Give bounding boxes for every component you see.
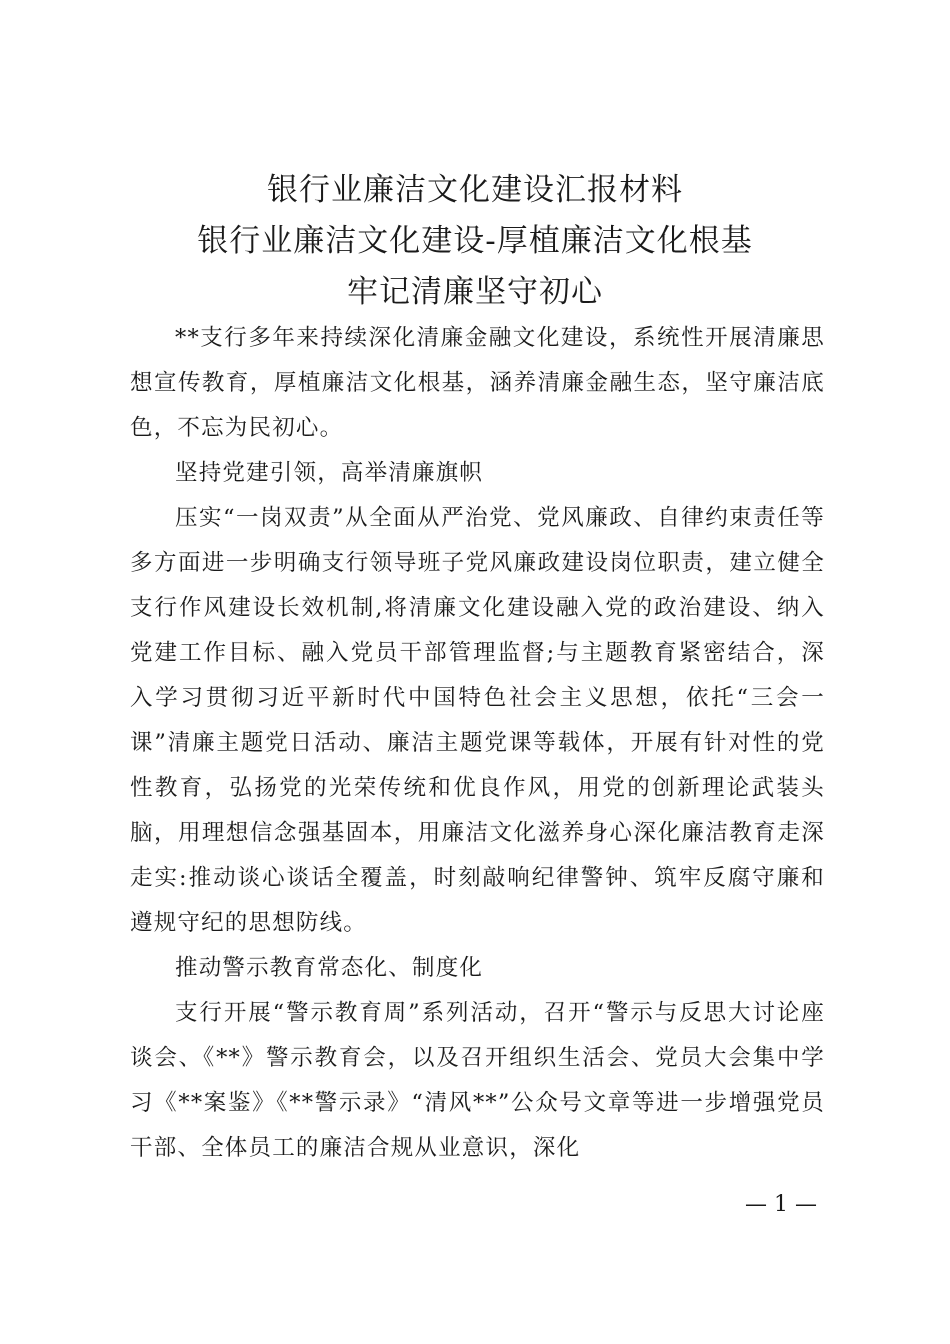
intro-paragraph: **支行多年来持续深化清廉金融文化建设，系统性开展清廉思想宣传教育，厚植廉洁文化根基，涵养清廉金融生态，坚守廉洁底色，不忘为民初心。 <box>130 325 825 441</box>
body-paragraph-responsibility: 压实“一岗双责”从全面从严治党、党风廉政、自律约束责任等多方面进一步明确支行领导班子党风廉政建设岗位职责，建立健全支行作风建设长效机制,将清廉文化建设融入党的政治建设、纳入党建工作目标、融入党员干部管理监督;与主题教育紧密结合，深入学习贯彻习近平新时代中国特色社会主义思想，依托“三会一课”清廉主题党日活动、廉洁主题党课等载体，开展有针对性的党性教育，弘扬党的光荣传统和优良作风，用党的创新理论武装头脑，用理想信念强基固本，用廉洁文化滋养身心深化廉洁教育走深走实:推动谈心谈话全覆盖，时刻敲响纪律警钟、筑牢反腐守廉和遵规守纪的思想防线。 <box>130 505 825 936</box>
title-block <box>130 165 820 318</box>
section-heading-party-leadership: 坚持党建引领，高举清廉旗帜 <box>175 460 484 486</box>
document-title: 银行业廉洁文化建设汇报材料 <box>267 172 683 208</box>
page-number: — 1 — <box>745 1192 817 1217</box>
document-subtitle: 银行业廉洁文化建设-厚植廉洁文化根基 <box>197 223 753 259</box>
body-paragraph-warning-week: 支行开展“警示教育周”系列活动，召开“警示与反思大讨论座谈会、《**》警示教育会，以及召开组织生活会、党员大会集中学习《**案鉴》《**警示录》“清风**”公众号文章等进一步增强党员干部、全体员工的廉洁合规从业意识，深化 <box>130 1000 825 1161</box>
body-text <box>130 316 825 1171</box>
document-subtitle-second-line: 牢记清廉坚守初心 <box>347 274 603 310</box>
section-heading-warning-education: 推动警示教育常态化、制度化 <box>175 955 484 981</box>
